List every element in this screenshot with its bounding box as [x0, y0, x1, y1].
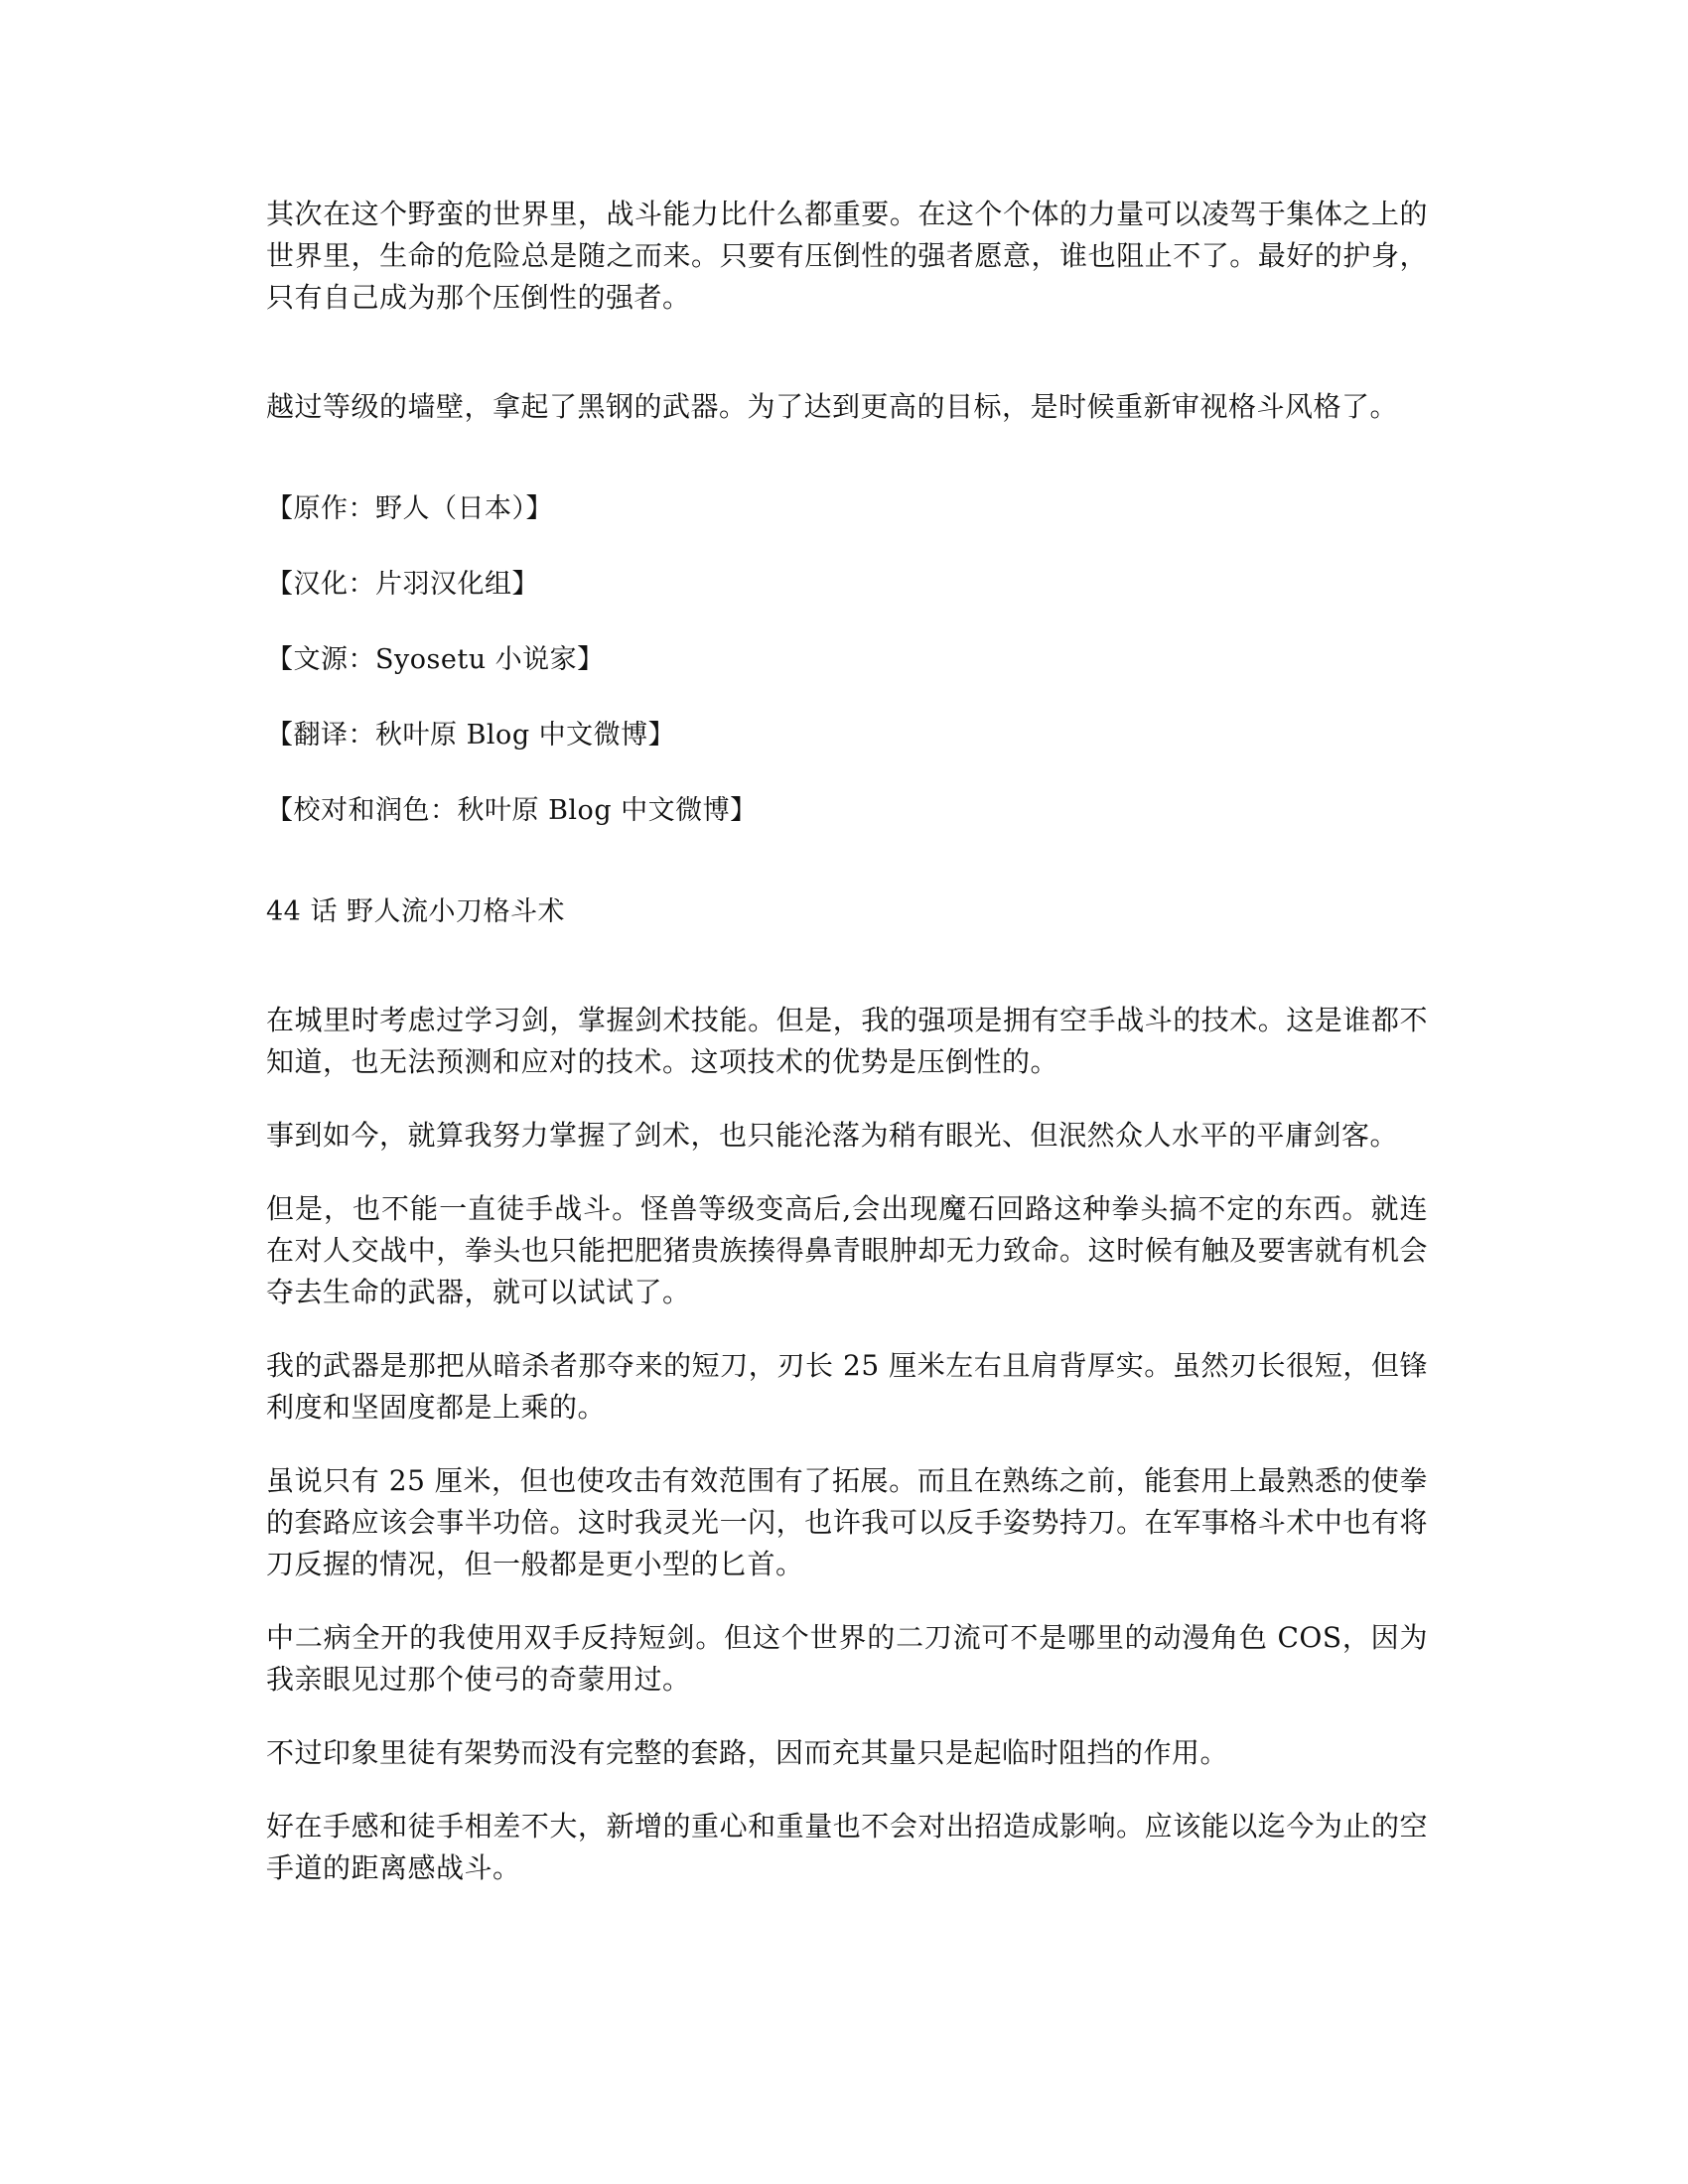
- body-paragraph-4: 我的武器是那把从暗杀者那夺来的短刀，刃长 25 厘米左右且肩背厚实。虽然刃长很短，但锋利度和坚固度都是上乘的。: [266, 1349, 1428, 1424]
- body-paragraph-7: 不过印象里徒有架势而没有完整的套路，因而充其量只是起临时阻挡的作用。: [266, 1736, 1229, 1769]
- body-paragraph-5: 虽说只有 25 厘米，但也使攻击有效范围有了拓展。而且在熟练之前，能套用上最熟悉的使拳的套路应该会事半功倍。这时我灵光一闪，也许我可以反手姿势持刀。在军事格斗术中也有将刀反握的情况，但一般都是更小型的匕首。: [266, 1464, 1428, 1580]
- body-paragraph-6: 中二病全开的我使用双手反持短剑。但这个世界的二刀流可不是哪里的动漫角色 COS，因为我亲眼见过那个使弓的奇蒙用过。: [266, 1621, 1428, 1696]
- intro-paragraph-2: 越过等级的墙壁，拿起了黑钢的武器。为了达到更高的目标，是时候重新审视格斗风格了。: [266, 390, 1399, 423]
- credit-original: 【原作：野人（日本）】: [266, 493, 553, 524]
- document-page: [266, 194, 1428, 1889]
- intro-paragraph-1: 其次在这个野蛮的世界里，战斗能力比什么都重要。在这个个体的力量可以凌驾于集体之上的世界里，生命的危险总是随之而来。只要有压倒性的强者愿意，谁也阻止不了。最好的护身，只有自己成为那个压倒性的强者。: [266, 198, 1428, 314]
- credit-translation: 【翻译：秋叶原 Blog 中文微博】: [266, 720, 676, 751]
- body-paragraph-2: 事到如今，就算我努力掌握了剑术，也只能沦落为稍有眼光、但泯然众人水平的平庸剑客。: [266, 1119, 1399, 1152]
- credit-proofreading: 【校对和润色：秋叶原 Blog 中文微博】: [266, 795, 758, 826]
- body-paragraph-3: 但是，也不能一直徒手战斗。怪兽等级变高后,会出现魔石回路这种拳头搞不定的东西。就连在对人交战中，拳头也只能把肥猪贵族揍得鼻青眼肿却无力致命。这时候有触及要害就有机会夺去生命的武器，就可以试试了。: [266, 1192, 1428, 1308]
- chapter-title: 44 话 野人流小刀格斗术: [266, 896, 566, 927]
- body-paragraph-1: 在城里时考虑过学习剑，掌握剑术技能。但是，我的强项是拥有空手战斗的技术。这是谁都不知道，也无法预测和应对的技术。这项技术的优势是压倒性的。: [266, 1004, 1428, 1078]
- credit-localization: 【汉化：片羽汉化组】: [266, 569, 539, 600]
- body-paragraph-8: 好在手感和徒手相差不大，新增的重心和重量也不会对出招造成影响。应该能以迄今为止的空手道的距离感战斗。: [266, 1810, 1428, 1884]
- credit-source: 【文源：Syosetu 小说家】: [266, 644, 605, 675]
